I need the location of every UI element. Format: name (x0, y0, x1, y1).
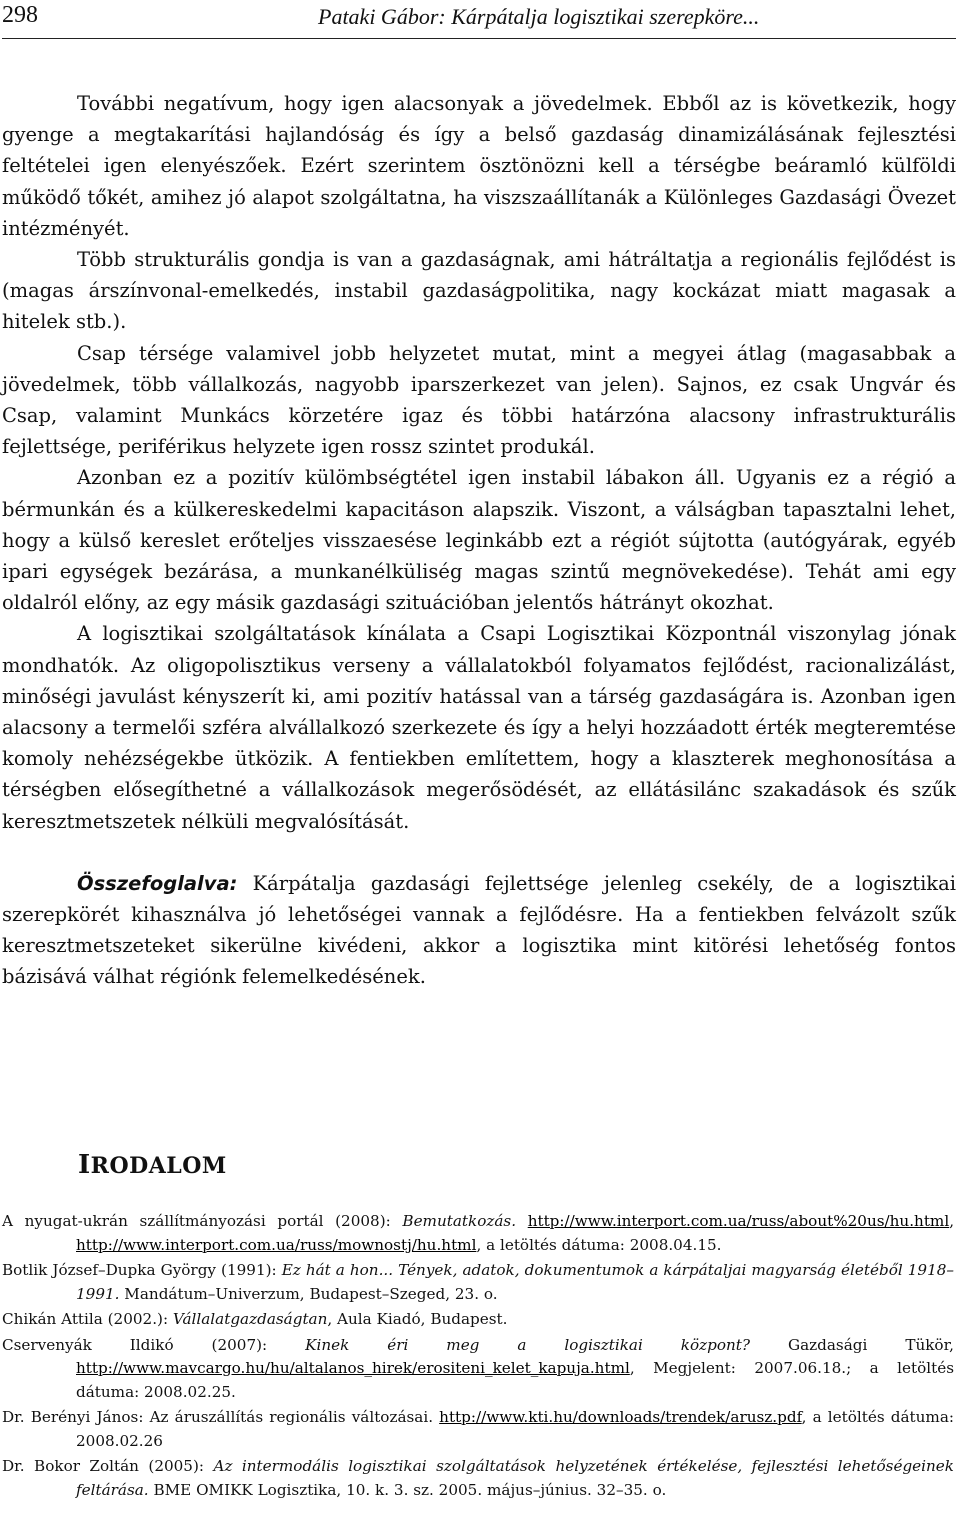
reference-text: Dr. Bokor Zoltán (2005): (2, 1457, 214, 1475)
reference-item (2, 1259, 954, 1306)
reference-text: , a letöltés dátuma: 2008.04.15. (476, 1235, 722, 1254)
reference-text: Gazdasági Tükör, (750, 1335, 954, 1354)
reference-title: Bemutatkozás. (402, 1212, 517, 1230)
reference-title: Az intermodális logisztikai szolgáltatások helyzetének értékelése, fejlesztési lehetőségeinek feltárása. (76, 1457, 954, 1499)
reference-text: Cservenyák Ildikó (2007): (2, 1335, 306, 1354)
paragraph: További negatívum, hogy igen alacsonyak a jövedelmek. Ebből az is következik, hogy gyenge a megtakarítási hajlandóság és így a belső gazdaság dinamizálásának fejlesztési feltételei igen elenyészőek. Ezért szerintem ösztönözni kell a térségbe beáramló külföldi működő tőkét, amihez jó alapot szolgáltatna, ha viszszaállítanák a Különleges Gazdasági Övezet intézményét. (2, 92, 956, 240)
reference-text: , Aula Kiadó, Budapest. (327, 1310, 508, 1328)
reference-item (2, 1406, 954, 1453)
reference-text (516, 1212, 528, 1230)
summary-label: Összefoglalva: (77, 871, 238, 895)
reference-text: A nyugat-ukrán szállítmányozási portál (2008): (2, 1212, 403, 1230)
reference-title: Vállalatgazdaságtan (172, 1310, 328, 1328)
reference-item (2, 1308, 954, 1332)
reference-item (2, 1455, 954, 1502)
reference-link[interactable]: http://www.interport.com.ua/russ/about%20us/hu.html (527, 1212, 950, 1230)
paragraph: Csap térsége valamivel jobb helyzetet mutat, mint a megyei átlag (magasabbak a jövedelmek, több vállalkozás, nagyobb iparszerkezet van jelen). Sajnos, ez csak Ungvár és Csap, valamint Munkács körzetére igaz és többi határzóna alacsony infrastrukturális fejlettsége, periférikus helyzete igen rossz szintet produkál. (2, 341, 956, 459)
reference-text: BME OMIKK Logisztika, 10. k. 3. sz. 2005. május–június. 32–35. o. (148, 1480, 667, 1499)
reference-text: , a letöltés dátuma: 2008.02.26 (76, 1408, 954, 1450)
body-text (2, 88, 956, 993)
reference-link[interactable]: http://www.interport.com.ua/russ/mownostj/hu.html (76, 1235, 477, 1254)
page-header (2, 0, 956, 39)
reference-item (2, 1334, 954, 1405)
reference-text: Chikán Attila (2002.): (2, 1310, 173, 1328)
reference-text: Mandátum–Univerzum, Budapest–Szeged, 23. o. (119, 1284, 498, 1303)
paragraph: A logisztikai szolgáltatások kínálata a Csapi Logisztikai Központnál viszonylag jónak mondhatók. Az oligopolisztikus verseny a vállalatokból folyamatos fejlődést, racionalizálást, minőségi javulást kényszerít ki, ami pozitív hatással van a társég gazdaságára is. Azonban igen alacsony a termelői szféra alvállalkozó szerkezete és így a helyi hozzáadott érték megteremtése komoly nehézségekbe ütközik. A fentiekben említettem, hogy a klaszterek meghonosítása a térségben elősegíthetné a vállalkozások megerősödését, az ellátásilánc szakadások és szűk keresztmetszetek nélküli megvalósítását. (2, 622, 956, 833)
reference-title: Kinek éri meg a logisztikai központ? (305, 1335, 751, 1354)
running-title: Pataki Gábor: Kárpátalja logisztikai szerepköre... (318, 4, 760, 29)
summary-text: Kárpátalja gazdasági fejlettsége jelenleg csekély, de a logisztikai szerepkörét kihasználva jó lehetőségei vannak a fejlődésre. Ha a fentiekben felvázolt szűk keresztmetszeteket sikerülne kivédeni, akkor a logisztika mint kitörési lehetőség fontos bázisává válhat régiónk felemelkedésének. (2, 871, 956, 989)
summary-paragraph (2, 868, 956, 993)
reference-text: Dr. Berényi János: Az áruszállítás regionális változásai. (2, 1408, 440, 1426)
paragraph: Több strukturális gondja is van a gazdaságnak, ami hátráltatja a regionális fejlődést is (magas árszínvonal-emelkedés, instabil gazdaságpolitika, nagy kockázat miatt magasak a hitelek stb.). (2, 248, 956, 334)
reference-link[interactable]: http://www.mavcargo.hu/hu/altalanos_hirek/erositeni_kelet_kapuja.html (76, 1359, 630, 1377)
paragraph: Azonban ez a pozitív külömbségtétel igen instabil lábakon áll. Ugyanis ez a régió a bérmunkán és a külkereskedelmi kapacitáson alapszik. Viszont, a válságban tapasztalni lehet, hogy a külső kereslet erőteljes visszaesése leginkább ezt a régiót sújtotta (autógyárak, egyéb ipari egységek bezárása, a munkanélküliség magas szintű megnövekedése). Tehát ami egy oldalról előny, az egy másik gazdasági szituációban jelentős hátrányt okozhat. (2, 466, 956, 615)
references-heading-rest: RODALOM (90, 1153, 227, 1179)
reference-text: , Megjelent: 2007.06.18.; a letöltés dátuma: 2008.02.25. (76, 1359, 954, 1401)
reference-text: Botlik József–Dupka György (1991): (2, 1261, 282, 1279)
reference-item (2, 1210, 954, 1257)
reference-title: Ez hát a hon... Tények, adatok, dokumentumok a kárpátaljai magyarság életéből 1918–1991. (76, 1261, 954, 1303)
references-heading-initial: I (78, 1150, 91, 1180)
reference-link[interactable]: http://www.kti.hu/downloads/trendek/arusz.pdf (439, 1408, 802, 1426)
references-heading (78, 1150, 227, 1180)
page-number: 298 (2, 2, 38, 28)
references-list (2, 1210, 954, 1504)
reference-text: , (949, 1212, 955, 1230)
